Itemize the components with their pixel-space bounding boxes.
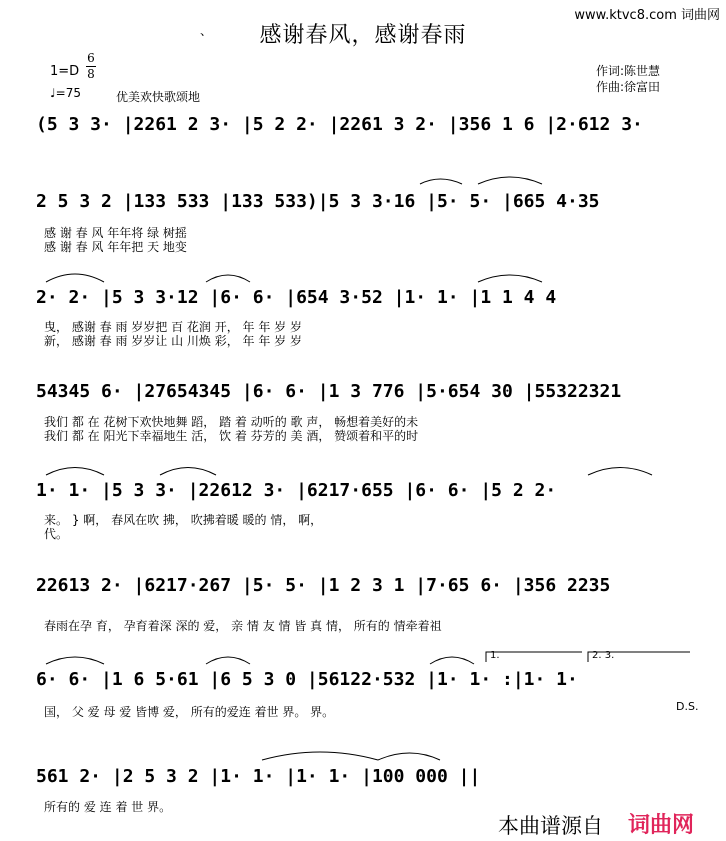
footer-source: 本曲谱源自	[498, 814, 603, 838]
time-bottom: 8	[87, 67, 95, 81]
lyric-line-8: 代。	[44, 527, 69, 541]
time-top: 6	[87, 51, 95, 65]
slur	[46, 657, 104, 664]
music-line-1: (5 3 3· |2261 2 3· |5 2 2· |2261 3 2· |356 1 6 |2·612 3·	[36, 114, 643, 135]
lyric-line-10: 国， 父 爱 母 爱 皆博 爱， 所有的爱连 着世 界。 界。	[44, 705, 335, 719]
lyric-line-6: 我们 都 在 阳光下幸福地生 活， 饮 着 芬芳的 美 酒， 赞颂着和平的时	[44, 429, 419, 443]
lyric-line-2: 感 谢 春 风 年年把 天 地变	[44, 240, 187, 254]
composer: 作曲:徐富田	[596, 80, 661, 94]
song-title: 感谢春风，感谢春雨	[259, 23, 467, 48]
key-signature: 1=D	[50, 64, 80, 79]
lyric-line-9: 春雨在孕 育， 孕育着深 深的 爱， 亲 情 友 情 皆 真 情， 所有的 情牵着祖	[44, 619, 442, 633]
volta-2: 2. 3.	[592, 650, 615, 661]
slur	[420, 179, 462, 184]
title-tick: 、	[200, 24, 213, 38]
music-line-6: 22613 2· |6217·267 |5· 5· |1 2 3 1 |7·65 6· |356 2235	[36, 575, 611, 596]
slur	[378, 753, 440, 760]
music-line-7: 6· 6· |1 6 5·61 |6 5 3 0 |56122·532 |1· 1· :|1· 1·	[36, 669, 578, 690]
slur	[46, 274, 104, 282]
music-line-3: 2· 2· |5 3 3·12 |6· 6· |654 3·52 |1· 1· |1 1 4 4	[36, 287, 557, 308]
slur	[46, 468, 104, 476]
lyric-line-7: 来。 } 啊， 春风在吹 拂， 吹拂着暖 暖的 情， 啊，	[44, 513, 323, 527]
music-line-2: 2 5 3 2 |133 533 |133 533)|5 3 3·16 |5· 5· |665 4·35	[36, 191, 600, 212]
slur	[262, 752, 378, 760]
slur	[160, 468, 216, 476]
lyric-line-5: 我们 都 在 花树下欢快地舞 蹈， 踏 着 动听的 歌 声， 畅想着美好的未	[44, 415, 419, 429]
site-watermark[interactable]: www.ktvc8.com 词曲网	[574, 8, 720, 23]
slur	[206, 657, 250, 664]
mood-mark: 优美欢快歌颂地	[116, 90, 201, 104]
slur	[478, 275, 542, 282]
volta-bracket	[588, 652, 690, 662]
lyric-line-1: 感 谢 春 风 年年将 绿 树摇	[44, 226, 187, 240]
lyricist: 作词:陈世慧	[596, 64, 661, 78]
slur	[478, 177, 542, 184]
lyric-line-11: 所有的 爱 连 着 世 界。	[44, 800, 172, 814]
footer-brand-logo[interactable]: 词曲网	[628, 813, 695, 838]
tempo-mark: ♩=75	[50, 86, 81, 100]
music-line-4: 54345 6· |27654345 |6· 6· |1 3 776 |5·654 30 |55322321	[36, 381, 622, 402]
music-line-8: 561 2· |2 5 3 2 |1· 1· |1· 1· |100 000 ||	[36, 766, 481, 787]
music-line-5: 1· 1· |5 3 3· |22612 3· |6217·655 |6· 6· |5 2 2·	[36, 480, 557, 501]
slur	[588, 468, 652, 476]
volta-bracket	[486, 652, 582, 662]
lyric-line-3: 曳， 感谢 春 雨 岁岁把 百 花润 开， 年 年 岁 岁	[44, 320, 302, 334]
slur	[430, 657, 474, 664]
volta-1: 1.	[490, 650, 500, 661]
dal-segno: D.S.	[676, 700, 699, 713]
slur	[206, 275, 250, 282]
lyric-line-4: 新， 感谢 春 雨 岁岁让 山 川焕 彩， 年 年 岁 岁	[44, 334, 302, 348]
